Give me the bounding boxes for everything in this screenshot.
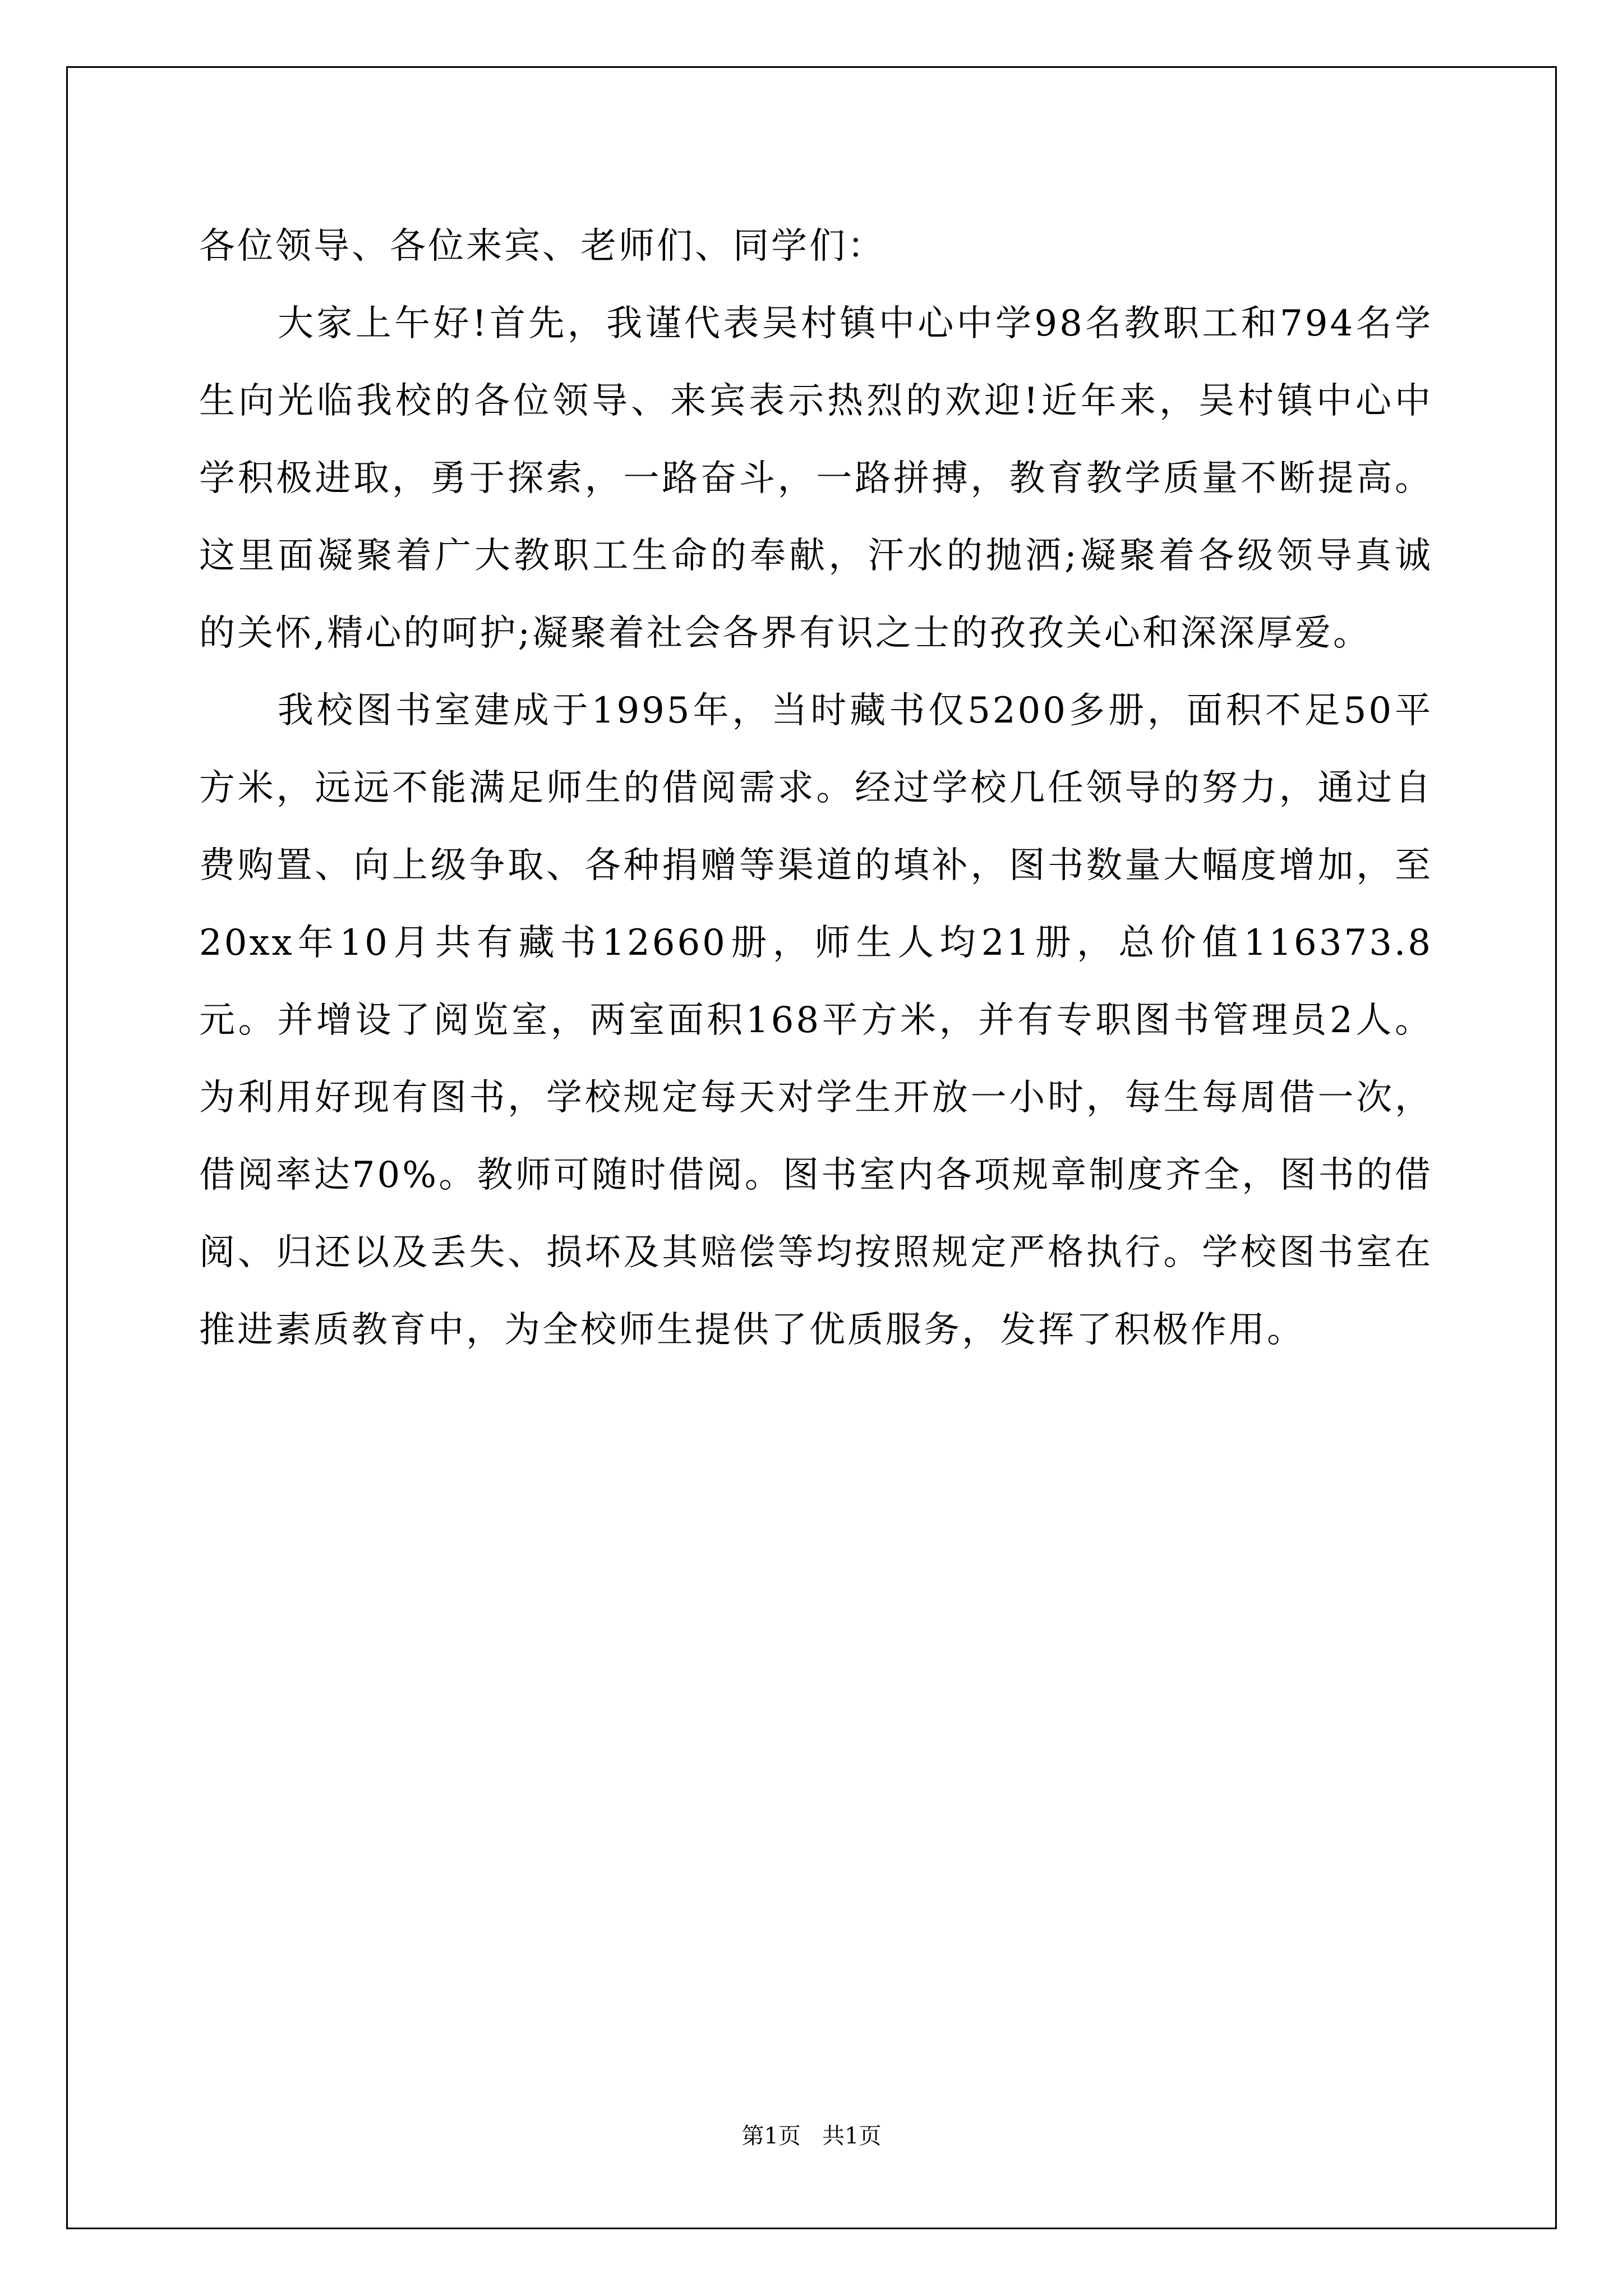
- paragraph-library: 我校图书室建成于1995年，当时藏书仅5200多册，面积不足50平方米，远远不能满足师生的借阅需求。经过学校几任领导的努力，通过自费购置、向上级争取、各种捐赠等渠道的填补，图书数量大幅度增加，至20xx年10月共有藏书12660册，师生人均21册，总价值116373.8元。并增设了阅览室，两室面积168平方米，并有专职图书管理员2人。为利用好现有图书，学校规定每天对学生开放一小时，每生每周借一次，借阅率达70%。教师可随时借阅。图书室内各项规章制度齐全，图书的借阅、归还以及丢失、损坏及其赔偿等均按照规定严格执行。学校图书室在推进素质教育中，为全校师生提供了优质服务，发挥了积极作用。: [199, 690, 1433, 1351]
- paragraph-welcome: 大家上午好!首先，我谨代表吴村镇中心中学98名教职工和794名学生向光临我校的各位领导、来宾表示热烈的欢迎!近年来，吴村镇中心中学积极进取，勇于探索，一路奋斗，一路拼搏，教育教学质量不断提高。这里面凝聚着广大教职工生命的奉献，汗水的抛洒;凝聚着各级领导真诚的关怀,精心的呵护;凝聚着社会各界有识之士的孜孜关心和深深厚爱。: [199, 303, 1433, 654]
- salutation: 各位领导、各位来宾、老师们、同学们：: [199, 226, 886, 267]
- document-body: [199, 208, 1433, 1369]
- page-footer: 第1页 共1页: [741, 2123, 882, 2149]
